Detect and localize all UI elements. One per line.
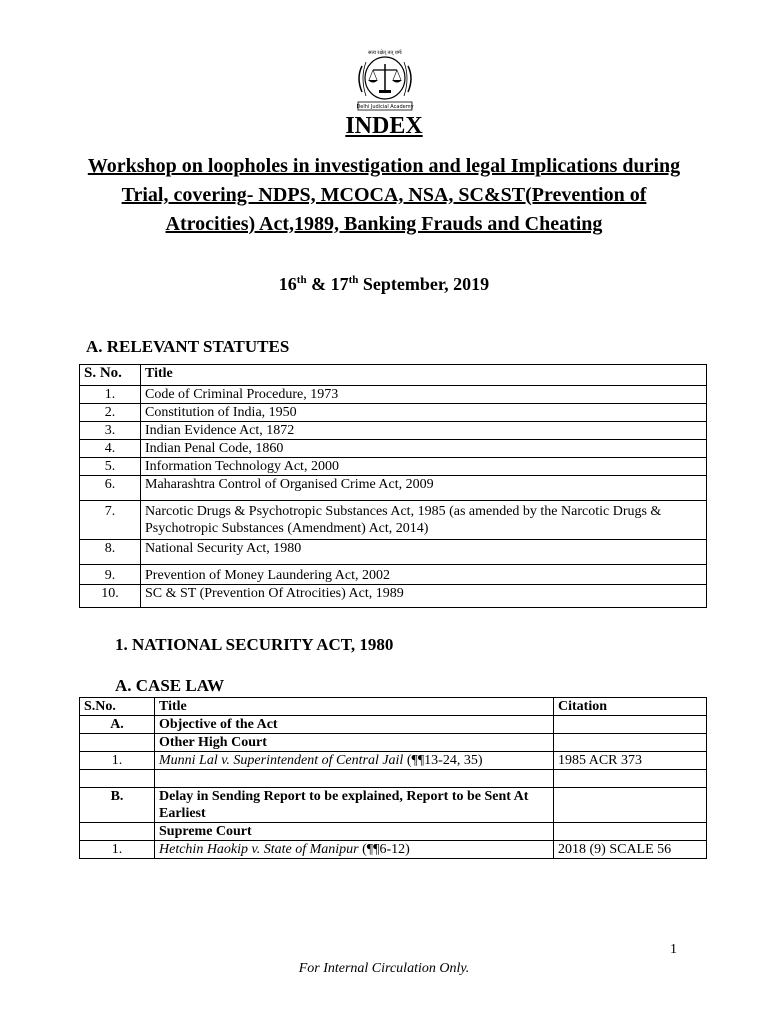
row-sno: 1. — [80, 386, 141, 404]
table-row — [80, 501, 707, 540]
row-sno — [80, 823, 155, 841]
case-name: Munni Lal v. Superintendent of Central Jail — [159, 753, 404, 768]
row-title: Indian Evidence Act, 1872 — [141, 422, 707, 440]
row-citation: 1985 ACR 373 — [554, 752, 707, 770]
date-month-year: September, 2019 — [358, 274, 490, 294]
logo-motto: सत्य रक्षेत् तत् धर्मः — [368, 50, 402, 56]
row-citation: 2018 (9) SCALE 56 — [554, 841, 707, 859]
row-title: National Security Act, 1980 — [141, 540, 707, 565]
table-row — [80, 788, 707, 823]
header-title: Title — [141, 365, 707, 386]
header-citation: Citation — [554, 698, 707, 716]
row-title: Maharashtra Control of Organised Crime Act, 2009 — [141, 476, 707, 501]
table-row — [80, 752, 707, 770]
date-day-2: & 17 — [306, 274, 349, 294]
academy-logo — [346, 48, 424, 112]
table-row — [80, 823, 707, 841]
row-sno: B. — [80, 788, 155, 823]
index-title: INDEX — [345, 113, 423, 139]
case-paragraphs: (¶¶13-24, 35) — [403, 753, 483, 768]
table-row — [80, 540, 707, 565]
row-title: Supreme Court — [155, 823, 554, 841]
row-sno: 2. — [80, 404, 141, 422]
row-title: SC & ST (Prevention Of Atrocities) Act, 1989 — [141, 585, 707, 608]
date-day-1: 16 — [278, 274, 297, 294]
row-sno: 5. — [80, 458, 141, 476]
row-sno: 7. — [80, 501, 141, 540]
row-title: Narcotic Drugs & Psychotropic Substances Act, 1985 (as amended by the Narcotic Drugs & Psychotropic Substances (Amendment) Act, 2014) — [141, 501, 707, 540]
scales-of-justice-emblem-icon — [346, 48, 424, 112]
row-sno: 10. — [80, 585, 141, 608]
row-citation — [554, 788, 707, 823]
table-header-row — [80, 698, 707, 716]
table-row — [80, 422, 707, 440]
header-sno: S. No. — [80, 365, 141, 386]
workshop-dates — [0, 274, 768, 295]
row-sno: 6. — [80, 476, 141, 501]
table-row — [80, 841, 707, 859]
header-sno: S.No. — [80, 698, 155, 716]
table-row — [80, 476, 707, 501]
row-citation — [554, 770, 707, 788]
section-1-heading: 1. NATIONAL SECURITY ACT, 1980 — [115, 635, 394, 654]
date-suffix-1: th — [296, 274, 307, 286]
row-citation — [554, 716, 707, 734]
date-suffix-2: th — [348, 274, 359, 286]
row-sno: 1. — [80, 752, 155, 770]
row-title: Code of Criminal Procedure, 1973 — [141, 386, 707, 404]
table-row — [80, 386, 707, 404]
table-row — [80, 734, 707, 752]
row-sno: 1. — [80, 841, 155, 859]
row-sno: 9. — [80, 565, 141, 585]
row-title — [155, 841, 554, 859]
table-row — [80, 716, 707, 734]
table-row — [80, 440, 707, 458]
case-law-table — [79, 697, 707, 859]
row-title — [155, 752, 554, 770]
row-title: Other High Court — [155, 734, 554, 752]
section-a-heading: A. RELEVANT STATUTES — [86, 337, 290, 356]
header-title: Title — [155, 698, 554, 716]
row-sno: A. — [80, 716, 155, 734]
row-sno: 4. — [80, 440, 141, 458]
case-law-heading: A. CASE LAW — [115, 676, 225, 695]
table-row — [80, 565, 707, 585]
row-title: Delay in Sending Report to be explained, Report to be Sent At Earliest — [155, 788, 554, 823]
row-sno: 8. — [80, 540, 141, 565]
table-row — [80, 458, 707, 476]
logo-caption: Delhi Judicial Academy — [356, 104, 414, 110]
row-sno — [80, 734, 155, 752]
table-row — [80, 585, 707, 608]
table-row — [80, 404, 707, 422]
row-title: Information Technology Act, 2000 — [141, 458, 707, 476]
row-title: Prevention of Money Laundering Act, 2002 — [141, 565, 707, 585]
case-name: Hetchin Haokip v. State of Manipur — [159, 842, 359, 857]
row-title: Objective of the Act — [155, 716, 554, 734]
row-sno — [80, 770, 155, 788]
row-title — [155, 770, 554, 788]
row-citation — [554, 823, 707, 841]
table-row — [80, 770, 707, 788]
case-paragraphs: (¶¶6-12) — [358, 842, 410, 857]
row-title: Indian Penal Code, 1860 — [141, 440, 707, 458]
statutes-table — [79, 364, 707, 608]
page-number: 1 — [670, 942, 677, 957]
table-header-row — [80, 365, 707, 386]
workshop-title: Workshop on loopholes in investigation and legal Implications during Trial, covering- NDPS, MCOCA, NSA, SC&ST(Prevention of Atrocities) Act,1989, Banking Frauds and Cheating — [87, 155, 681, 235]
row-citation — [554, 734, 707, 752]
row-title: Constitution of India, 1950 — [141, 404, 707, 422]
row-sno: 3. — [80, 422, 141, 440]
footer-note: For Internal Circulation Only. — [298, 961, 470, 976]
